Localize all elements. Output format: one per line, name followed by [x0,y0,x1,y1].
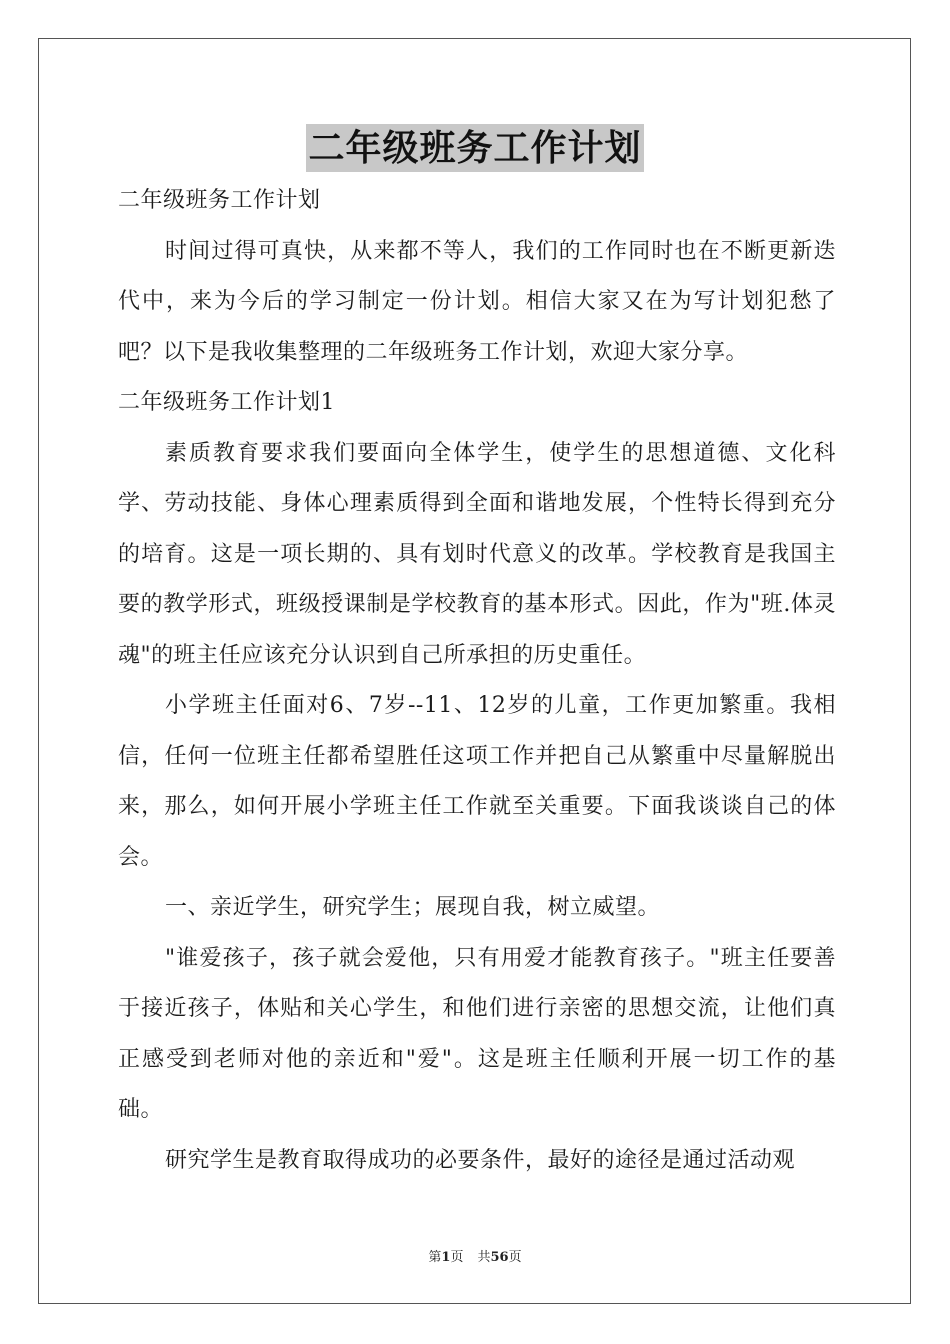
total-suffix: 页 [508,1250,522,1265]
body-paragraph: "谁爱孩子，孩子就会爱他，只有用爱才能教育孩子。"班主任要善于接近孩子，体贴和关心学生，和他们进行亲密的思想交流，让他们真正感受到老师对他的亲近和"爱"。这是班主任顺利开展一切工作的基础。 [118,945,836,1122]
total-prefix: 共 [477,1250,491,1265]
title-container [0,124,950,172]
body-paragraph: 小学班主任面对6、7岁--11、12岁的儿童，工作更加繁重。我相信，任何一位班主任都希望胜任这项工作并把自己从繁重中尽量解脱出来，那么，如何开展小学班主任工作就至关重要。下面我谈谈自己的体会。 [118,693,836,870]
section-heading: 二年级班务工作计划1 [118,390,335,415]
document-body [118,176,836,1186]
document-title: 二年级班务工作计划 [306,124,643,172]
body-paragraph: 一、亲近学生，研究学生；展现自我，树立威望。 [165,895,661,920]
total-pages: 56 [490,1250,509,1265]
document-subtitle: 二年级班务工作计划 [118,188,321,213]
page-prefix: 第 [428,1250,442,1265]
body-paragraph: 研究学生是教育取得成功的必要条件，最好的途径是通过活动观 [165,1147,796,1173]
body-paragraph: 素质教育要求我们要面向全体学生，使学生的思想道德、文化科学、劳动技能、身体心理素质得到全面和谐地发展，个性特长得到充分的培育。这是一项长期的、具有划时代意义的改革。学校教育是我国主要的教学形式，班级授课制是学校教育的基本形式。因此，作为"班.体灵魂"的班主任应该充分认识到自己所承担的历史重任。 [118,440,836,668]
page-suffix: 页 [450,1250,464,1265]
page-number: 1 [441,1250,451,1265]
intro-paragraph: 时间过得可真快，从来都不等人，我们的工作同时也在不断更新迭代中，来为今后的学习制定一份计划。相信大家又在为写计划犯愁了吧？以下是我收集整理的二年级班务工作计划，欢迎大家分享。 [118,238,836,365]
page-footer [0,1246,950,1265]
